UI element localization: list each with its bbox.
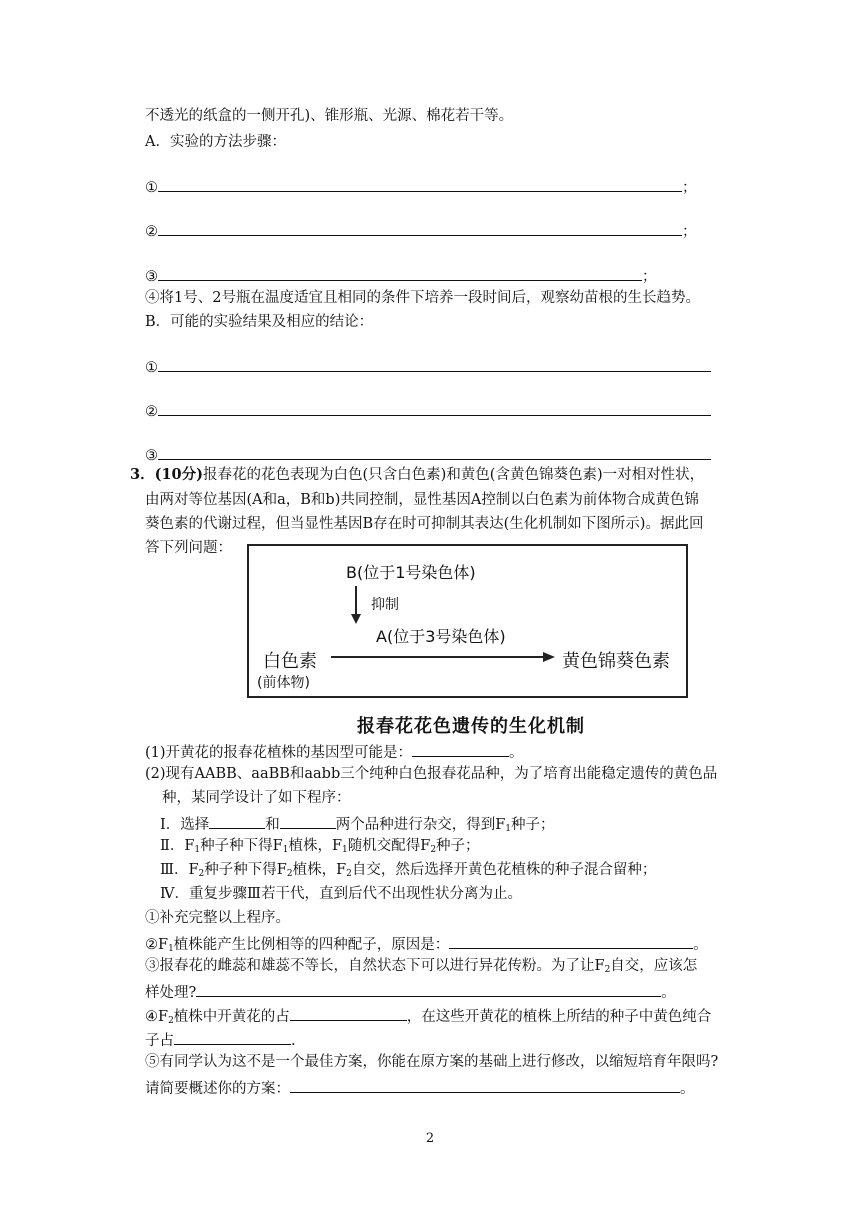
subquestion-2-line-2: 种，某同学设计了如下程序： bbox=[162, 790, 351, 806]
answer-blank[interactable] bbox=[290, 1004, 407, 1021]
step-i-text-a: Ⅰ．选择 bbox=[160, 817, 210, 833]
subscript: 1 bbox=[505, 824, 512, 834]
answer-blank[interactable] bbox=[158, 355, 711, 372]
step-a1-label: ① bbox=[145, 180, 158, 196]
subscript: 1 bbox=[168, 944, 174, 954]
answer-blank[interactable] bbox=[158, 264, 642, 281]
question-3-line-1 bbox=[130, 465, 704, 485]
step-ii-text-a: Ⅱ．F bbox=[160, 838, 195, 854]
step-a1 bbox=[145, 175, 697, 198]
step-ii-text-e: 种子； bbox=[436, 838, 480, 854]
intro-line-1: 不透光的纸盒的一侧开孔)、锥形瓶、光源、棉花若干等。 bbox=[145, 108, 514, 124]
result-b3 bbox=[145, 443, 711, 466]
step-a2-label: ② bbox=[145, 224, 158, 240]
step-iii-text-c: 植株，F bbox=[292, 862, 347, 878]
subquestion-2-line-1: (2)现有AABB、aaBB和aabb三个纯种白色报春花品种，为了培育出能稳定遗传的黄色品 bbox=[145, 766, 718, 782]
inhibit-label: 抑制 bbox=[371, 597, 399, 613]
gene-b-label: B(位于1号染色体) bbox=[346, 563, 476, 582]
step-i-text-b: 和 bbox=[265, 817, 280, 833]
step-a3-label: ③ bbox=[145, 269, 158, 285]
step-iii-text-d: 自交，然后选择开黄色花植株的种子混合留种； bbox=[351, 862, 657, 878]
subscript: 2 bbox=[604, 965, 611, 975]
answer-blank[interactable] bbox=[158, 175, 682, 192]
question-3-line-3: 葵色素的代谢过程，但当显性基因B存在时可抑制其表达(生化机制如下图所示)。据此回 bbox=[145, 516, 704, 532]
subquestion-2-4-line-1 bbox=[145, 1004, 711, 1031]
question-3-line-2: 由两对等位基因(A和a，B和b)共同控制，显性基因A控制以白色素为前体物合成黄色锦 bbox=[145, 492, 699, 508]
sub2-text-a: ②F bbox=[145, 937, 169, 953]
answer-blank[interactable] bbox=[449, 932, 693, 949]
sub3-end: 。 bbox=[661, 985, 676, 1001]
precursor-label: (前体物) bbox=[257, 675, 310, 691]
subscript: 2 bbox=[346, 869, 352, 879]
answer-blank[interactable] bbox=[158, 219, 682, 236]
subscript: 1 bbox=[282, 845, 289, 855]
sub4-text-d: 子占 bbox=[145, 1033, 174, 1049]
white-pigment-label: 白色素 bbox=[263, 651, 317, 672]
result-b1-label: ① bbox=[145, 360, 158, 376]
step-a3-end: ； bbox=[642, 269, 657, 285]
step-ii-text-b: 种子种下得F bbox=[200, 838, 283, 854]
step-iii-text-b: 种子种下得F bbox=[204, 862, 287, 878]
step-ii bbox=[160, 836, 480, 860]
step-a2-end: ； bbox=[682, 224, 697, 240]
page-number: 2 bbox=[425, 1131, 435, 1146]
question-number: 3． bbox=[130, 466, 155, 483]
diagram-caption: 报春花花色遗传的生化机制 bbox=[357, 716, 585, 737]
result-b2-label: ② bbox=[145, 404, 158, 420]
gene-a-label: A(位于3号染色体) bbox=[376, 627, 506, 646]
subquestion-2-5-line-1: ⑤有同学认为这不是一个最佳方案，你能在原方案的基础上进行修改，以缩短培育年限吗? bbox=[145, 1054, 719, 1070]
answer-blank[interactable] bbox=[158, 443, 711, 460]
sub3-text-a: ③报春花的雌蕊和雄蕊不等长，自然状态下可以进行异花传粉。为了让F bbox=[145, 958, 605, 974]
subscript: 1 bbox=[194, 845, 201, 855]
part-b-title: B．可能的实验结果及相应的结论： bbox=[145, 314, 374, 330]
answer-blank[interactable] bbox=[412, 740, 509, 757]
step-ii-text-c: 植株，F bbox=[288, 838, 343, 854]
subquestion-2-1: ①补充完整以上程序。 bbox=[145, 910, 290, 926]
sub4-text-b: 植株中开黄花的占 bbox=[173, 1009, 290, 1025]
result-b3-label: ③ bbox=[145, 448, 158, 464]
sub3-text-b: 自交，应该怎 bbox=[610, 958, 698, 974]
step-a2 bbox=[145, 219, 697, 242]
subquestion-1-end: 。 bbox=[509, 745, 524, 761]
answer-blank[interactable] bbox=[174, 1028, 291, 1045]
step-a3 bbox=[145, 264, 657, 287]
question-3-line-4: 答下列问题： bbox=[145, 540, 232, 556]
conversion-arrow-icon bbox=[329, 650, 557, 664]
answer-blank[interactable] bbox=[280, 812, 336, 829]
subquestion-2-5-line-2 bbox=[145, 1076, 695, 1099]
subscript: 2 bbox=[286, 869, 293, 879]
sub4-end: . bbox=[291, 1033, 296, 1049]
part-a-title: A．实验的方法步骤： bbox=[145, 134, 286, 150]
step-i-text-d: 种子； bbox=[511, 817, 555, 833]
sub5-end: 。 bbox=[680, 1081, 695, 1097]
step-iii bbox=[160, 860, 656, 884]
step-i bbox=[160, 812, 555, 839]
subquestion-2-3-line-1 bbox=[145, 956, 697, 980]
subquestion-1-text: (1)开黄花的报春花植株的基因型可能是： bbox=[145, 745, 413, 761]
result-b2 bbox=[145, 399, 711, 422]
sub3-text-c: 样处理? bbox=[145, 985, 197, 1001]
answer-blank[interactable] bbox=[196, 980, 661, 997]
subscript: 1 bbox=[342, 845, 348, 855]
subscript: 2 bbox=[198, 869, 205, 879]
step-a1-end: ； bbox=[682, 180, 697, 196]
inhibit-arrow-icon bbox=[349, 584, 363, 626]
result-b1 bbox=[145, 355, 711, 378]
subscript: 2 bbox=[168, 1016, 174, 1026]
step-ii-text-d: 随机交配得F bbox=[347, 838, 431, 854]
biochemical-diagram bbox=[247, 544, 688, 698]
question-text: 报春花的花色表现为白色(只含白色素)和黄色(含黄色锦葵色素)一对相对性状， bbox=[203, 467, 705, 483]
subquestion-1 bbox=[145, 740, 524, 763]
question-points: (10分) bbox=[154, 466, 203, 483]
yellow-pigment-label: 黄色锦葵色素 bbox=[562, 651, 670, 672]
sub2-text-b: 植株能产生比例相等的四种配子，原因是： bbox=[173, 937, 450, 953]
answer-blank[interactable] bbox=[209, 812, 265, 829]
step-iv: Ⅳ．重复步骤Ⅲ若干代，直到后代不出现性状分离为止。 bbox=[160, 886, 522, 902]
answer-blank[interactable] bbox=[158, 399, 711, 416]
sub4-text-a: ④F bbox=[145, 1009, 169, 1025]
step-a4: ④将1号、2号瓶在温度适宜且相同的条件下培养一段时间后，观察幼苗根的生长趋势。 bbox=[145, 290, 700, 306]
subscript: 2 bbox=[430, 845, 437, 855]
subquestion-2-3-line-2 bbox=[145, 980, 676, 1003]
subquestion-2-2 bbox=[145, 932, 708, 959]
sub4-text-c: ，在这些开黄花的植株上所结的种子中黄色纯合 bbox=[406, 1009, 712, 1025]
step-iii-text-a: Ⅲ．F bbox=[160, 862, 199, 878]
sub2-end: 。 bbox=[693, 937, 708, 953]
answer-blank[interactable] bbox=[290, 1076, 680, 1093]
sub5-text: 请简要概述你的方案： bbox=[145, 1081, 290, 1097]
subquestion-2-4-line-2 bbox=[145, 1028, 296, 1051]
step-i-text-c: 两个品种进行杂交，得到F bbox=[335, 817, 506, 833]
